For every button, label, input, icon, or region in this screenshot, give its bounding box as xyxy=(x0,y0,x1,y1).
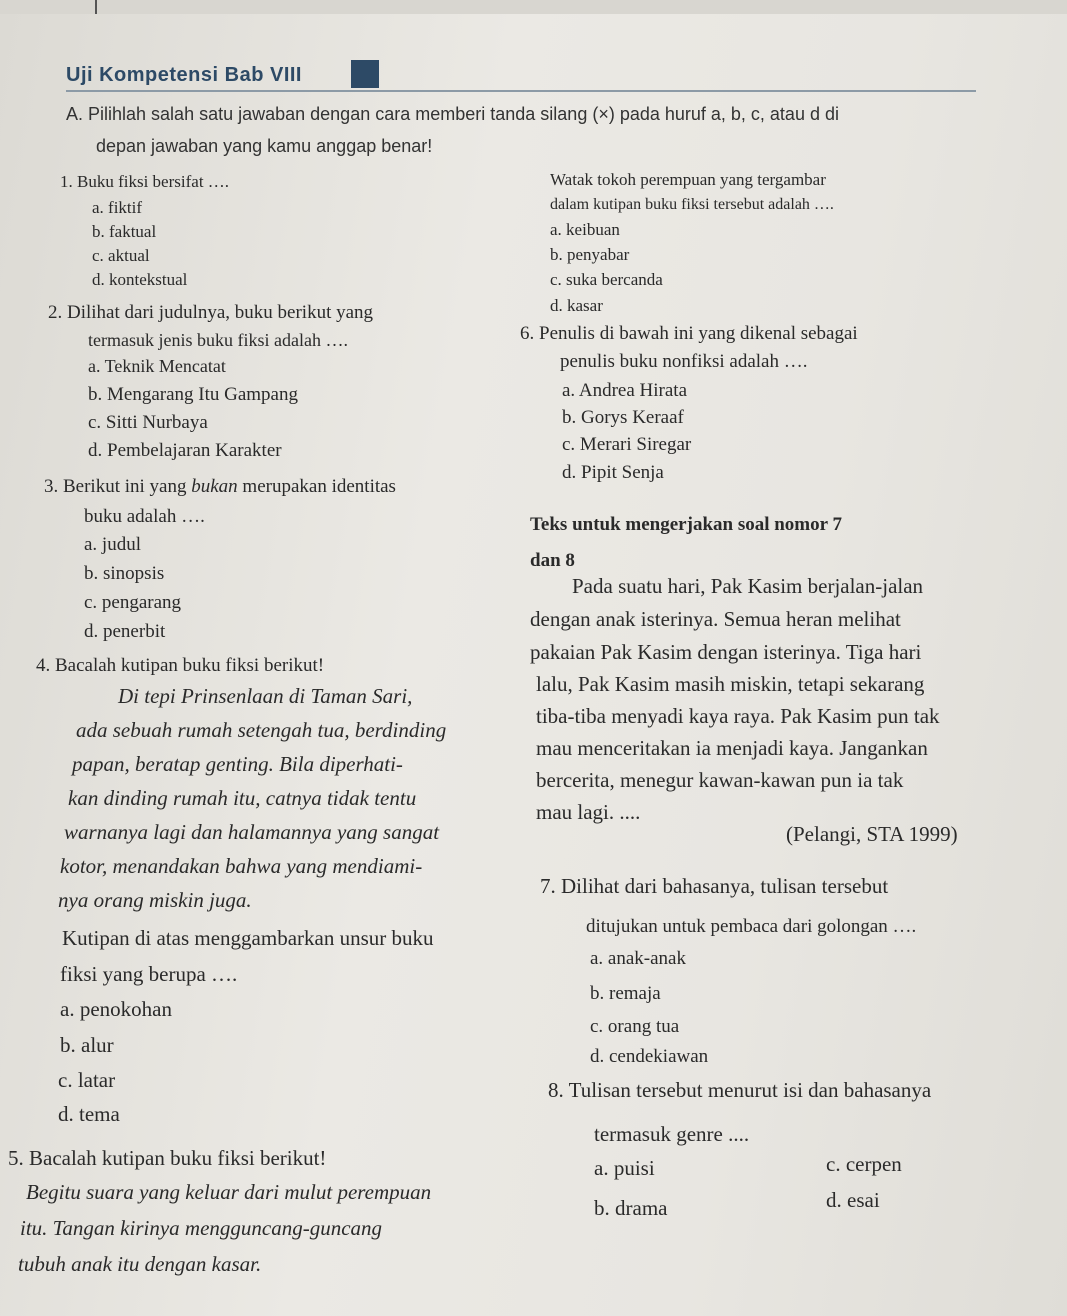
q4-stem-line-2: fiksi yang berupa …. xyxy=(60,962,238,986)
instruction-line-2: depan jawaban yang kamu anggap benar! xyxy=(96,136,433,156)
reading-text-line: lalu, Pak Kasim masih miskin, tetapi sekarang xyxy=(536,672,925,696)
q4-option-b[interactable]: b. alur xyxy=(60,1033,114,1057)
q4-stem-line-1: Kutipan di atas menggambarkan unsur buku xyxy=(62,926,434,950)
q2-option-d[interactable]: d. Pembelajaran Karakter xyxy=(88,440,282,461)
q5-question-line-1: 5. Bacalah kutipan buku fiksi berikut! xyxy=(8,1146,327,1170)
chapter-title-block xyxy=(351,60,379,88)
q7-option-a[interactable]: a. anak-anak xyxy=(590,948,686,969)
page-edge-mark xyxy=(95,0,97,14)
header-divider xyxy=(66,90,976,92)
q4-option-d[interactable]: d. tema xyxy=(58,1102,120,1126)
reading-heading-line-2: dan 8 xyxy=(530,550,575,571)
q1-option-a[interactable]: a. fiktif xyxy=(92,198,143,217)
q6-option-a[interactable]: a. Andrea Hirata xyxy=(562,380,688,401)
q6-option-b[interactable]: b. Gorys Keraaf xyxy=(562,407,684,428)
q5-stem-line-2: dalam kutipan buku fiksi tersebut adalah …. xyxy=(550,196,834,213)
q4-excerpt-line: warnanya lagi dan halamannya yang sangat xyxy=(64,820,440,844)
q3-question-line-1: 3. Berikut ini yang bukan merupakan identitas xyxy=(44,476,396,497)
q2-question-line-2: termasuk jenis buku fiksi adalah …. xyxy=(88,330,348,350)
previous-page-edge xyxy=(0,0,1067,14)
q4-excerpt-line: nya orang miskin juga. xyxy=(58,888,252,912)
q6-question-line-1: 6. Penulis di bawah ini yang dikenal sebagai xyxy=(520,323,858,344)
chapter-title: Uji Kompetensi Bab VIII xyxy=(66,64,302,86)
reading-text-line: bercerita, menegur kawan-kawan pun ia tak xyxy=(536,768,904,792)
q7-option-c[interactable]: c. orang tua xyxy=(590,1016,680,1037)
reading-text-line: tiba-tiba menyadi kaya raya. Pak Kasim pun tak xyxy=(536,704,940,728)
q2-option-a[interactable]: a. Teknik Mencatat xyxy=(88,356,226,376)
q2-option-c[interactable]: c. Sitti Nurbaya xyxy=(88,412,208,433)
q4-question-line-1: 4. Bacalah kutipan buku fiksi berikut! xyxy=(36,655,325,676)
reading-text-line: mau menceritakan ia menjadi kaya. Jangankan xyxy=(536,736,928,760)
q6-option-c[interactable]: c. Merari Siregar xyxy=(562,434,692,455)
reading-text-line: Pada suatu hari, Pak Kasim berjalan-jalan xyxy=(572,574,924,598)
q8-question-line-1: 8. Tulisan tersebut menurut isi dan bahasanya xyxy=(548,1078,932,1102)
q5-option-d[interactable]: d. kasar xyxy=(550,296,603,315)
reading-text-line: pakaian Pak Kasim dengan isterinya. Tiga hari xyxy=(530,640,922,664)
q6-question-line-2: penulis buku nonfiksi adalah …. xyxy=(560,351,808,372)
q1-option-c[interactable]: c. aktual xyxy=(92,246,150,265)
q4-option-c[interactable]: c. latar xyxy=(58,1068,116,1092)
q4-excerpt-line: Di tepi Prinsenlaan di Taman Sari, xyxy=(118,684,413,708)
q3-option-b[interactable]: b. sinopsis xyxy=(84,563,165,584)
instruction-line-1: A. Pilihlah salah satu jawaban dengan cara memberi tanda silang (×) pada huruf a, b, c, atau d di xyxy=(66,104,839,124)
q8-option-b[interactable]: b. drama xyxy=(594,1196,668,1220)
reading-heading-line-1: Teks untuk mengerjakan soal nomor 7 xyxy=(530,514,842,535)
q5-stem-line-1: Watak tokoh perempuan yang tergambar xyxy=(550,170,826,189)
q1-option-d[interactable]: d. kontekstual xyxy=(92,270,188,289)
q1-question: 1. Buku fiksi bersifat …. xyxy=(60,172,230,191)
q3-option-c[interactable]: c. pengarang xyxy=(84,592,182,613)
q7-question-line-1: 7. Dilihat dari bahasanya, tulisan tersebut xyxy=(540,874,889,898)
q2-option-b[interactable]: b. Mengarang Itu Gampang xyxy=(88,384,298,405)
q8-option-c[interactable]: c. cerpen xyxy=(826,1152,902,1176)
q3-question-line-2: buku adalah …. xyxy=(84,506,205,527)
q4-excerpt-line: kan dinding rumah itu, catnya tidak tentu xyxy=(68,786,417,810)
q8-option-a[interactable]: a. puisi xyxy=(594,1156,655,1180)
q7-question-line-2: ditujukan untuk pembaca dari golongan …. xyxy=(586,916,917,937)
q3-option-d[interactable]: d. penerbit xyxy=(84,621,166,642)
q5-option-c[interactable]: c. suka bercanda xyxy=(550,270,663,289)
q4-excerpt-line: papan, beratap genting. Bila diperhati- xyxy=(72,752,403,776)
q4-option-a[interactable]: a. penokohan xyxy=(60,997,172,1021)
q4-excerpt-line: kotor, menandakan bahwa yang mendiami- xyxy=(60,854,423,878)
q2-question-line-1: 2. Dilihat dari judulnya, buku berikut yang xyxy=(48,302,374,323)
reading-text-line: dengan anak isterinya. Semua heran melihat xyxy=(530,607,901,631)
q1-option-b[interactable]: b. faktual xyxy=(92,222,157,241)
q7-option-b[interactable]: b. remaja xyxy=(590,983,661,1004)
q6-option-d[interactable]: d. Pipit Senja xyxy=(562,462,664,483)
q5-option-b[interactable]: b. penyabar xyxy=(550,245,630,264)
q3-option-a[interactable]: a. judul xyxy=(84,534,141,555)
reading-source: (Pelangi, STA 1999) xyxy=(786,822,958,846)
q5-option-a[interactable]: a. keibuan xyxy=(550,220,620,239)
q7-option-d[interactable]: d. cendekiawan xyxy=(590,1046,709,1067)
q5-excerpt-line: itu. Tangan kirinya mengguncang-guncang xyxy=(20,1216,383,1240)
q5-excerpt-line: Begitu suara yang keluar dari mulut perempuan xyxy=(26,1180,432,1204)
q8-question-line-2: termasuk genre .... xyxy=(594,1122,750,1146)
q4-excerpt-line: ada sebuah rumah setengah tua, berdinding xyxy=(76,718,447,742)
reading-text-line: mau lagi. .... xyxy=(536,800,641,824)
q5-excerpt-line: tubuh anak itu dengan kasar. xyxy=(18,1252,262,1276)
q8-option-d[interactable]: d. esai xyxy=(826,1188,880,1212)
